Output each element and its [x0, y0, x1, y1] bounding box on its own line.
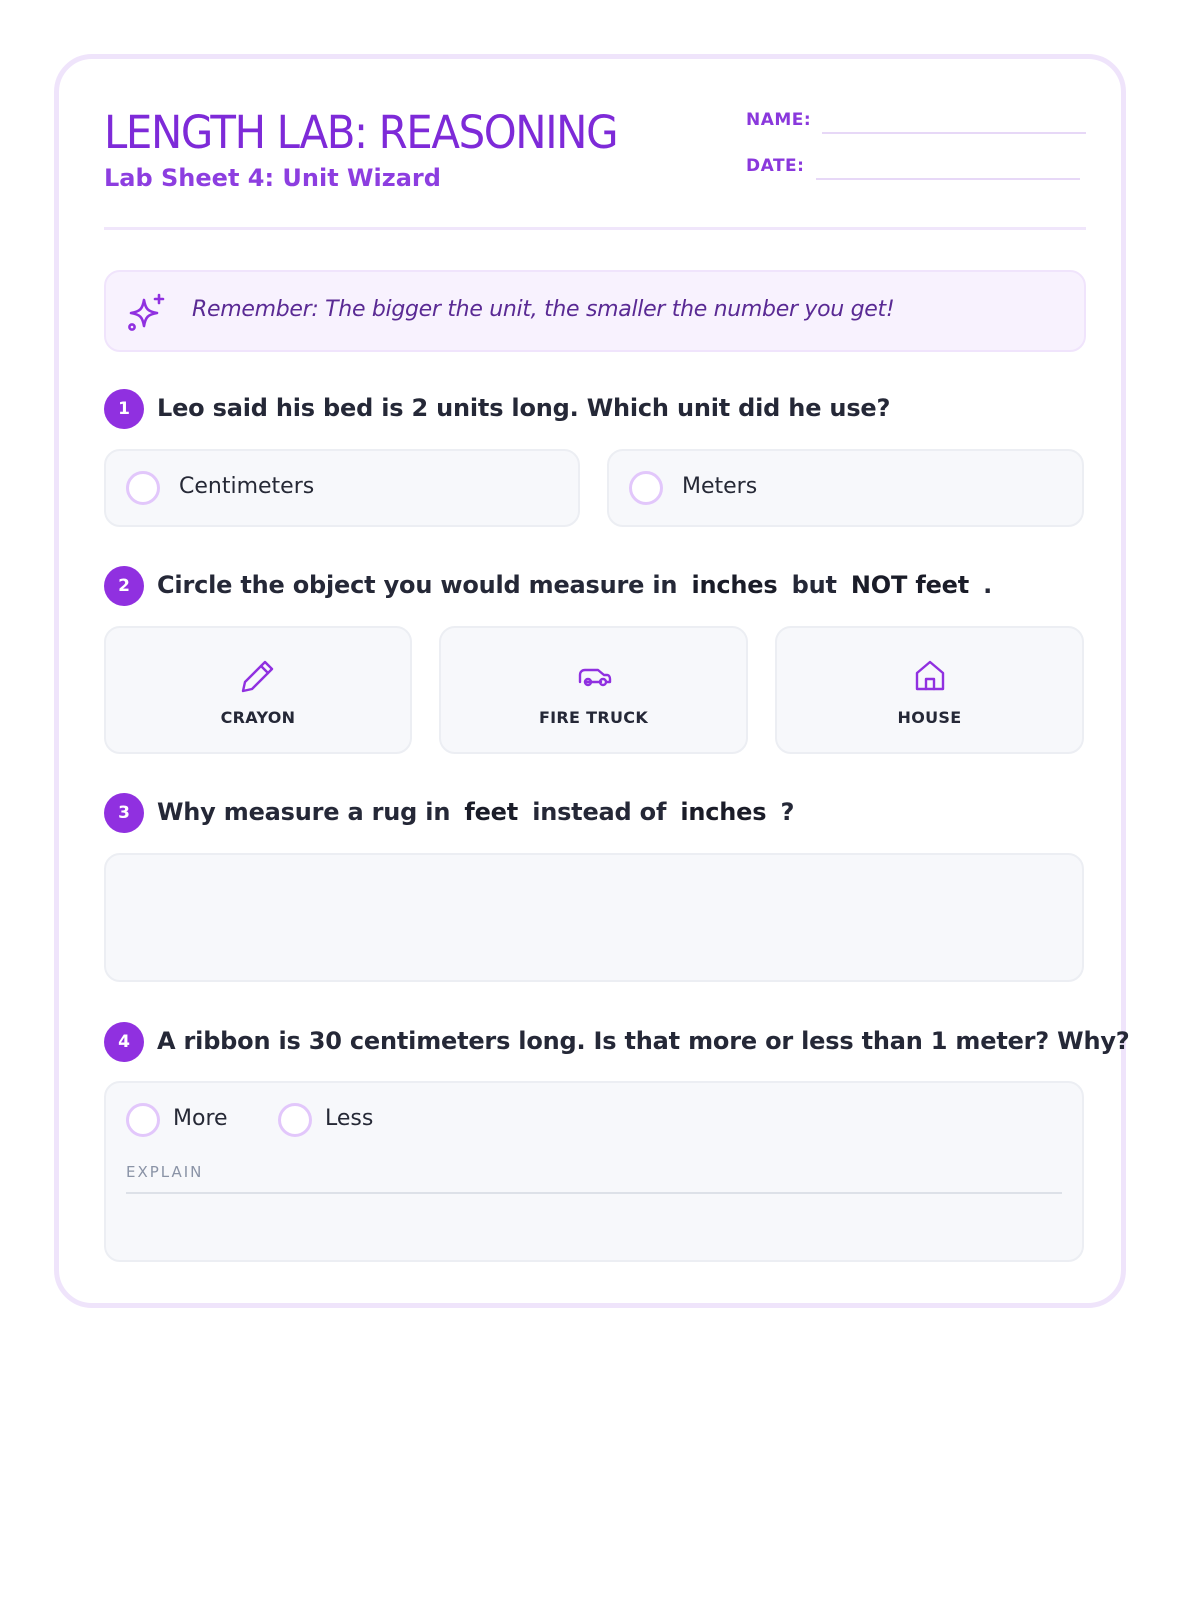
object-label: HOUSE	[897, 708, 962, 727]
header-divider	[104, 227, 1086, 230]
sparkles-icon	[126, 292, 168, 334]
object-label: FIRE TRUCK	[538, 708, 649, 727]
question-number-3: 3	[104, 793, 144, 833]
truck-icon	[574, 656, 614, 696]
tip-text: Remember: The bigger the unit, the smaller the number you get!	[192, 297, 895, 322]
page-title: LENGTH LAB: REASONING	[104, 106, 618, 159]
object-card-fire-truck[interactable]	[439, 626, 748, 754]
explain-label: EXPLAIN	[126, 1163, 204, 1181]
option-meters[interactable]	[607, 449, 1084, 527]
radio-less[interactable]	[278, 1103, 312, 1137]
radio-meters[interactable]	[629, 471, 663, 505]
pencil-icon	[238, 656, 278, 696]
date-label: DATE:	[746, 156, 805, 176]
object-card-house[interactable]	[775, 626, 1084, 754]
question-text-3: Why measure a rug in feet instead of inches ?	[157, 798, 795, 826]
answer-card-4	[104, 1081, 1084, 1262]
answer-box-3[interactable]	[104, 853, 1084, 982]
question-number-1: 1	[104, 389, 144, 429]
question-number-2: 2	[104, 566, 144, 606]
explain-field[interactable]	[126, 1192, 1062, 1194]
date-field[interactable]	[816, 178, 1080, 180]
question-text-2: Circle the object you would measure in inches but NOT feet .	[157, 571, 993, 599]
option-label-more: More	[173, 1106, 228, 1131]
tip-banner	[104, 270, 1086, 352]
object-label: CRAYON	[220, 708, 296, 727]
page-subtitle: Lab Sheet 4: Unit Wizard	[104, 164, 441, 192]
option-label: Meters	[682, 474, 758, 499]
worksheet	[54, 54, 1130, 1308]
house-icon	[910, 656, 950, 696]
name-field[interactable]	[822, 132, 1086, 134]
question-text-1: Leo said his bed is 2 units long. Which unit did he use?	[157, 394, 891, 422]
option-centimeters[interactable]	[104, 449, 580, 527]
radio-more[interactable]	[126, 1103, 160, 1137]
option-label-less: Less	[325, 1106, 374, 1131]
option-label: Centimeters	[179, 474, 315, 499]
object-card-crayon[interactable]	[104, 626, 412, 754]
name-label: NAME:	[746, 110, 812, 130]
radio-centimeters[interactable]	[126, 471, 160, 505]
question-text-4: A ribbon is 30 centimeters long. Is that more or less than 1 meter? Why?	[157, 1027, 1130, 1055]
question-number-4: 4	[104, 1022, 144, 1062]
